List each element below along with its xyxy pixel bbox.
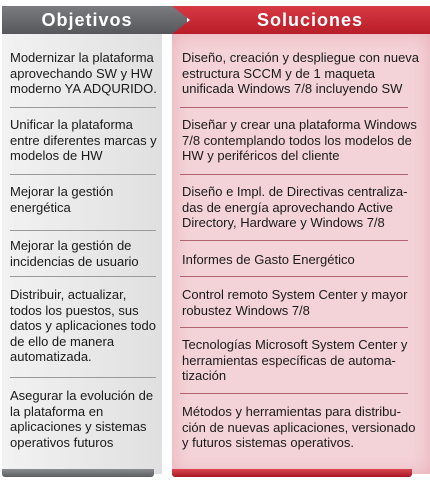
objetivo-text: Asegurar la evolución de la plataforma en aplicaciones y sistemas operativos futuros xyxy=(10,388,154,450)
objetivo-text: Mejorar la gestión de incidencias de usuario xyxy=(10,238,139,269)
solucion-text: Diseñar y crear una plataforma Windows 7/8 contemplando todos los modelos de HW y periféricos del cliente xyxy=(182,117,417,163)
row-divider xyxy=(10,174,156,175)
row-divider xyxy=(10,230,156,231)
row-divider xyxy=(10,377,156,378)
row-divider xyxy=(180,107,408,108)
objetivos-header: Objetivos xyxy=(41,10,133,30)
objetivo-text: Unificar la plataforma entre diferentes marcas y modelos de HW xyxy=(10,117,157,163)
row-divider xyxy=(180,174,408,175)
row-divider xyxy=(180,240,408,241)
row-divider xyxy=(10,276,156,277)
solucion-text: Control remoto System Center y mayor robustez Windows 7/8 xyxy=(182,287,408,318)
solucion-text: Tecnologías Microsoft System Center y herramientas específicas de automa-tización xyxy=(182,337,408,383)
solucion-text: Métodos y herramientas para distribu-ción de nuevas aplicaciones, versionado y futuros sistemas operativos. xyxy=(182,404,416,450)
row-divider xyxy=(10,107,156,108)
soluciones-footer-bar xyxy=(172,469,412,477)
row-divider xyxy=(180,327,408,328)
solucion-text: Diseño, creación y despliegue con nueva estructura SCCM y de 1 maqueta unificada Windows 7/8 incluyendo SW xyxy=(182,50,420,96)
objetivo-text: Distribuir, actualizar, todos los puestos, sus datos y aplicaciones todo de ello de manera automatizada. xyxy=(10,287,156,364)
solucion-text: Informes de Gasto Energético xyxy=(182,252,355,267)
objetivos-footer-bar xyxy=(2,469,154,477)
objetivo-text: Mejorar la gestión energética xyxy=(10,184,114,215)
objetivo-text: Modernizar la plataforma aprovechando SW y HW moderno YA ADQURIDO. xyxy=(10,50,157,96)
soluciones-header: Soluciones xyxy=(256,10,364,30)
solucion-text: Diseño e Impl. de Directivas centraliza-das de energía aprovechando Active Directory, Hardware y Windows 7/8 xyxy=(182,184,408,230)
row-divider xyxy=(180,276,408,277)
row-divider xyxy=(180,393,408,394)
